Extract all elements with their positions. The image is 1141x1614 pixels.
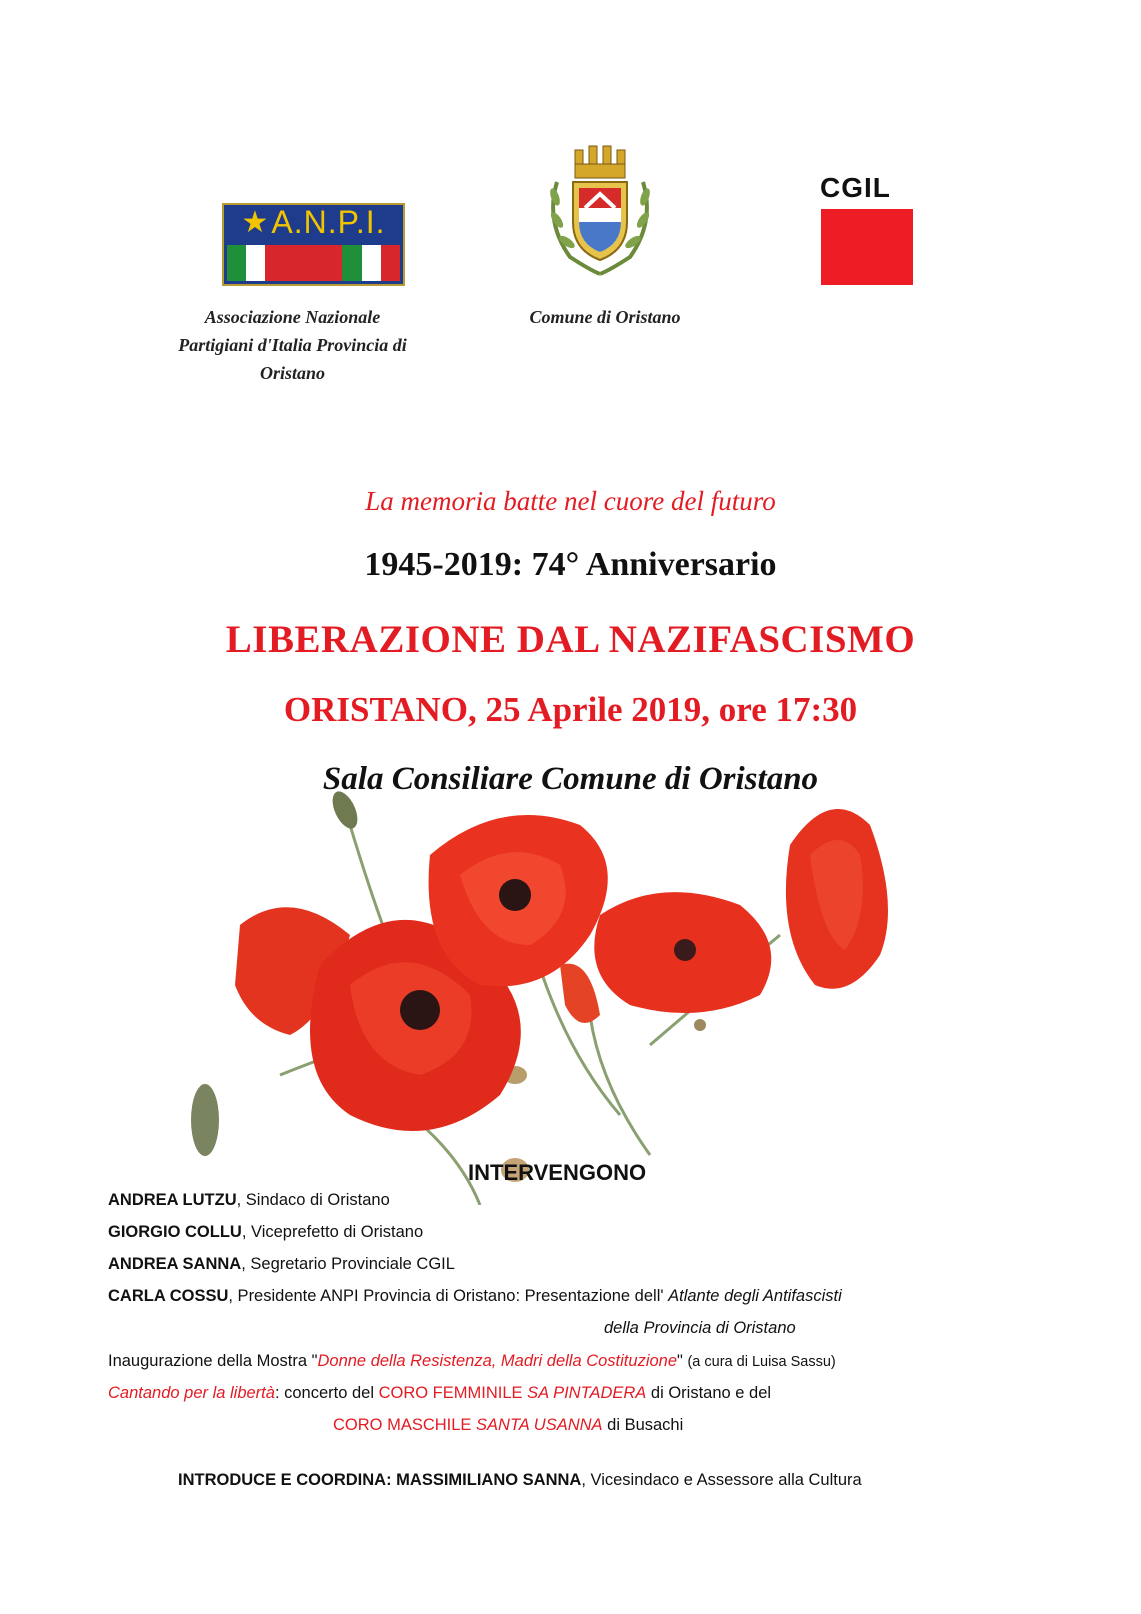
coro2-name: SANTA USANNA [476, 1416, 603, 1434]
coordinator-role: , Vicesindaco e Assessore alla Cultura [581, 1471, 862, 1489]
speaker-role: , Sindaco di Oristano [236, 1191, 390, 1209]
speaker-name: CARLA COSSU [108, 1287, 229, 1305]
speaker-role: , Presidente ANPI Provincia di Oristano: Presentazione dell' [228, 1287, 669, 1305]
mostra-title: Donne della Resistenza, Madri della Costituzione [317, 1352, 678, 1370]
concert-line-2: CORO MASCHILE SANTA USANNA di Busachi [333, 1416, 684, 1434]
comune-caption: Comune di Oristano [529, 307, 681, 327]
speaker-name: GIORGIO COLLU [108, 1223, 242, 1241]
cgil-logo-text: CGIL [820, 172, 891, 203]
speaker-line [108, 1255, 455, 1274]
coro1-name: SA PINTADERA [527, 1384, 647, 1402]
speaker-name: ANDREA LUTZU [108, 1191, 237, 1209]
speaker-name: ANDREA SANNA [108, 1255, 242, 1273]
mostra-note: (a cura di Luisa Sassu) [687, 1354, 836, 1370]
speaker-role: , Viceprefetto di Oristano [241, 1223, 424, 1241]
event-venue: Sala Consiliare Comune di Oristano [322, 761, 819, 797]
anpi-logo [222, 203, 405, 286]
coordinator-label: INTRODUCE E COORDINA: [178, 1471, 397, 1489]
motto: La memoria batte nel cuore del futuro [365, 486, 776, 516]
atlante-title: Atlante degli Antifascisti [668, 1287, 842, 1305]
speaker-line [108, 1191, 390, 1210]
coordinator-name: MASSIMILIANO SANNA [396, 1471, 582, 1489]
coordinator-line [178, 1471, 862, 1490]
atlante-title-continuation: della Provincia di Oristano [604, 1319, 796, 1337]
star-icon: ★ [241, 206, 270, 239]
poppies-image [180, 785, 980, 1205]
concert-line: Cantando per la libertà: concerto del CORO FEMMINILE SA PINTADERA di Oristano e del [108, 1384, 772, 1402]
anpi-flags [227, 245, 400, 281]
speaker-role: , Segretario Provinciale CGIL [241, 1255, 455, 1273]
event-date: ORISTANO, 25 Aprile 2019, ore 17:30 [283, 690, 858, 729]
speaker-line [108, 1287, 842, 1306]
anpi-caption: Associazione Nazionale Partigiani d'Italia Provincia di Oristano [178, 307, 407, 383]
anpi-logo-text: A.N.P.I. [271, 204, 386, 240]
anniversary-title: 1945-2019: 74° Anniversario [364, 546, 777, 583]
crest-icon [545, 142, 655, 277]
speakers-heading: INTERVENGONO [468, 1160, 647, 1185]
mostra-line: Inaugurazione della Mostra "Donne della Resistenza, Madri della Costituzione" (a cura di Luisa Sassu) [108, 1352, 836, 1370]
main-title: LIBERAZIONE DAL NAZIFASCISMO [225, 618, 916, 661]
speaker-line [108, 1223, 423, 1242]
concert-title: Cantando per la libertà [108, 1384, 275, 1402]
cgil-logo-square [821, 209, 913, 285]
